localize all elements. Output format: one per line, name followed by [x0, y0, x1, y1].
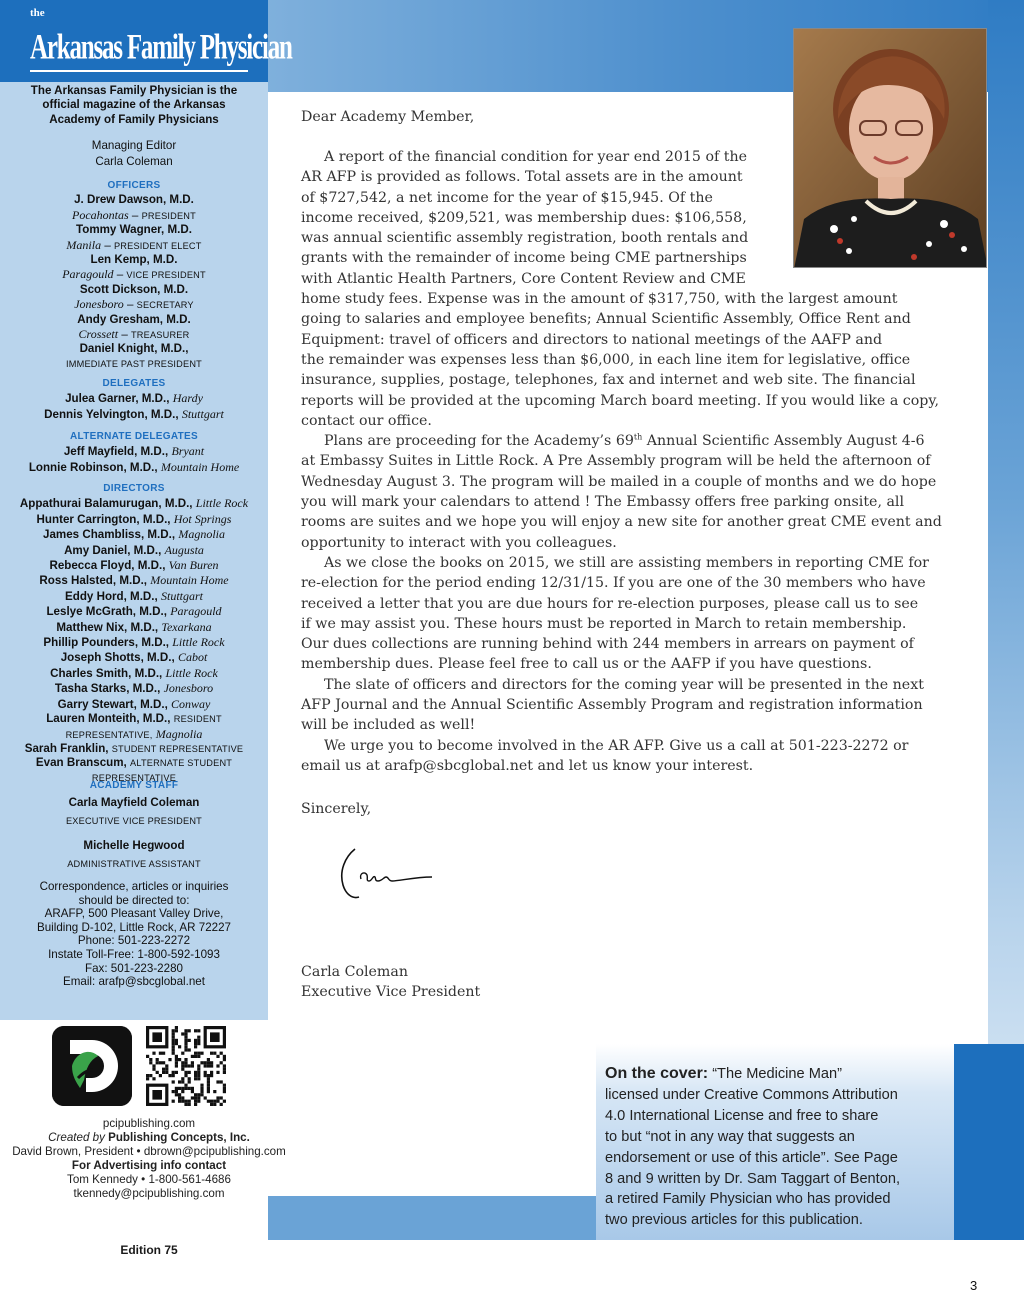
- delegates-heading: DELEGATES: [102, 378, 166, 389]
- delegates-section: [0, 377, 268, 422]
- cover-line: to but “not in any way that suggests an: [605, 1128, 855, 1145]
- paragraph-line: The slate of officers and directors for the coming year will be presented in the next: [324, 676, 924, 693]
- alternate-heading: ALTERNATE DELEGATES: [70, 431, 198, 442]
- ordinal-suffix: th: [633, 432, 643, 442]
- intro-line: The Arkansas Family Physician is the: [30, 84, 238, 97]
- contact-email[interactable]: Email: arafp@sbcglobal.net: [63, 975, 205, 989]
- publisher-info: [0, 1117, 298, 1201]
- delegate-name: Julea Garner, M.D.,: [65, 392, 170, 406]
- para2-text-b: Annual Scientific Assembly August 4-6: [642, 433, 925, 450]
- closing: Sincerely,: [301, 801, 372, 817]
- publisher-logo: [52, 1026, 132, 1106]
- director-name: Matthew Nix, M.D.,: [56, 620, 159, 634]
- contact-line: Building D-102, Little Rock, AR 72227: [37, 920, 231, 934]
- officer-role: SECRETARY: [136, 300, 194, 311]
- director-city: Magnolia: [178, 527, 225, 542]
- delegate-name: Dennis Yelvington, M.D.,: [44, 407, 179, 421]
- contact-line: should be directed to:: [78, 893, 190, 907]
- officer-city: Crossett: [78, 327, 119, 342]
- cover-description: [605, 1064, 955, 1231]
- paragraph-line: membership dues. Please feel free to call us or the AAFP if you have questions.: [301, 656, 872, 673]
- masthead: [0, 0, 292, 82]
- director-name: Phillip Pounders, M.D.,: [43, 636, 170, 650]
- officers-heading: OFFICERS: [107, 180, 161, 191]
- publisher-company: Publishing Concepts, Inc.: [108, 1131, 250, 1144]
- paragraph-line: insurance, supplies, postage, telephones, fax and internet and web site. The financial: [301, 372, 916, 389]
- paragraph-line: of $727,542, a net income for the year of $15,945. Of the: [301, 189, 713, 206]
- director-name: Appathurai Balamurugan, M.D.,: [19, 497, 193, 511]
- delegate-city: Stuttgart: [181, 406, 224, 421]
- staff-heading: ACADEMY STAFF: [89, 780, 179, 791]
- paragraph-line: Wednesday August 3. The program will be mailed in a couple of months and we do hope: [301, 473, 937, 490]
- masthead-the: the: [30, 7, 45, 19]
- officer-city: Jonesboro: [74, 297, 124, 312]
- director-city: Jonesboro: [163, 681, 214, 696]
- officer-name: Scott Dickson, M.D.: [79, 282, 189, 296]
- signature-image: [333, 843, 433, 909]
- paragraph-line: received a letter that you are due hours for re-election purposes, please call us to see: [301, 595, 919, 612]
- director-name: Eddy Hord, M.D.,: [65, 589, 158, 603]
- contact-line: Correspondence, articles or inquiries: [39, 880, 229, 893]
- director-city: Augusta: [164, 542, 204, 557]
- contact-line: ARAFP, 500 Pleasant Valley Drive,: [44, 907, 224, 921]
- paragraph-line: with Atlantic Health Partners, Core Content Review and CME: [301, 270, 746, 287]
- paragraph-line: reports will be provided at the upcoming March board meeting. If you would like a copy,: [301, 392, 940, 409]
- alternate-city: Mountain Home: [160, 459, 240, 474]
- paragraph-line: A report of the financial condition for year end 2015 of the: [324, 149, 747, 165]
- cover-line: a retired Family Physician who has provided: [605, 1191, 891, 1208]
- letter-body: [301, 147, 971, 776]
- paragraph-line: re-election for the period ending 12/31/15. If you are one of the 30 members who have: [301, 575, 926, 592]
- paragraph-line: rooms are suites and we hope you will enjoy a new site for another great CME event and: [301, 514, 942, 531]
- paragraph-line: grants with the remainder of income being CME partnerships: [301, 250, 747, 267]
- cover-title: “The Medicine Man”: [708, 1066, 842, 1082]
- director-name: Rebecca Floyd, M.D.,: [49, 559, 166, 573]
- director-name: James Chambliss, M.D.,: [43, 528, 176, 542]
- officer-role: TREASURER: [130, 330, 190, 341]
- resident-name: Lauren Monteith, M.D.,: [46, 712, 171, 726]
- staff-role: EXECUTIVE VICE PRESIDENT: [65, 815, 202, 826]
- paragraph-line: the remainder was expenses less than $6,000, in each line item for legislative, office: [301, 351, 911, 368]
- officer-role: VICE PRESIDENT: [126, 270, 206, 281]
- director-city: Hot Springs: [173, 511, 232, 526]
- paragraph-line: Equipment: travel of officers and directors to national meetings of the AAFP and: [301, 331, 883, 348]
- officer-city: Paragould: [62, 267, 114, 282]
- paragraph-line: As we close the books on 2015, we still are assisting members in reporting CME for: [324, 554, 929, 571]
- director-city: Conway: [171, 696, 211, 711]
- qr-code[interactable]: [146, 1026, 226, 1106]
- managing-name: Carla Coleman: [95, 155, 173, 169]
- cover-line: endorsement or use of this article”. See Page: [605, 1149, 898, 1166]
- officer-city: Pocahontas: [72, 207, 129, 222]
- letter-salutation: [301, 107, 971, 127]
- officer-name: Len Kemp, M.D.: [90, 253, 178, 267]
- alt-student-name: Evan Branscum,: [35, 756, 127, 770]
- officer-city: Manila: [66, 237, 102, 252]
- para2-text-a: Plans are proceeding for the Academy’s 69: [324, 433, 634, 450]
- contact-line: Instate Toll-Free: 1-800-592-1093: [48, 947, 220, 961]
- cover-strip: [954, 1044, 1024, 1240]
- director-name: Amy Daniel, M.D.,: [64, 543, 162, 557]
- paragraph-line: going to salaries and employee benefits; Annual Scientific Assembly, Office Rent and: [301, 311, 911, 328]
- cover-line: two previous articles for this publication.: [605, 1212, 863, 1229]
- paragraph-line: if we may assist you. These hours must be reported in March to retain membership.: [301, 615, 907, 632]
- managing-editor: [0, 139, 268, 170]
- alt-student-role-2: REPRESENTATIVE: [91, 772, 177, 783]
- director-city: Texarkana: [161, 619, 212, 634]
- resident-role: RESIDENT: [173, 714, 222, 725]
- letter-closing: [301, 799, 971, 819]
- paragraph-line: contact our office.: [301, 412, 432, 429]
- staff-section: [0, 779, 268, 871]
- alternate-city: Bryant: [171, 444, 205, 459]
- officer-role: PRESIDENT: [141, 210, 196, 221]
- intro-line: official magazine of the Arkansas: [42, 98, 226, 112]
- director-city: Cabot: [177, 650, 208, 665]
- alternate-delegates-section: [0, 430, 268, 475]
- advertising-email[interactable]: tkennedy@pcipublishing.com: [73, 1187, 225, 1200]
- paragraph-line: income received, $209,521, was membership dues: $106,558,: [301, 209, 747, 226]
- director-city: Van Buren: [168, 558, 219, 573]
- contact-block: [0, 880, 268, 989]
- paragraph-line: AR AFP is provided as follows. Total assets are in the amount: [301, 169, 743, 186]
- officer-name: Andy Gresham, M.D.: [77, 312, 191, 326]
- director-city: Paragould: [170, 604, 222, 619]
- paragraph-line: home study fees. Expense was in the amount of $317,750, with the largest amount: [301, 291, 898, 308]
- paragraph-line: at Embassy Suites in Little Rock. A Pre Assembly program will be held the afternoon of: [301, 453, 931, 470]
- officers-section: OFFICERS J. Drew Dawson, M.D. Pocahontas – PRESIDENT Tommy Wagner, M.D. Manila – PRESIDENT ELECT Len Kemp, M.D. Paragould – VICE PRESIDENT Scott Dickson, M.D. Jonesboro – SECRETARY Andy Gresham, M.D. Crossett – TREASURER Daniel Knight, M.D., IMMEDIATE PAST PRESIDENT: [0, 179, 268, 371]
- edition-label: Edition 75: [120, 1243, 178, 1257]
- paragraph-line: you will mark your calendars to attend ! The Embassy offers free parking onsite, all: [301, 494, 904, 511]
- staff-name: Carla Mayfield Coleman: [68, 796, 200, 810]
- paragraph-line: AFP Journal and the Annual Scientific Assembly Program and registration information: [301, 697, 923, 714]
- director-name: Hunter Carrington, M.D.,: [36, 512, 171, 526]
- officer-role: PRESIDENT ELECT: [113, 240, 202, 251]
- director-name: Joseph Shotts, M.D.,: [60, 651, 175, 665]
- cover-line: 8 and 9 written by Dr. Sam Taggart of Benton,: [605, 1170, 901, 1187]
- letter-signer: [301, 962, 971, 1003]
- masthead-title: Arkansas Family Physician: [30, 28, 292, 68]
- officer-name: Tommy Wagner, M.D.: [76, 223, 192, 237]
- contact-line: Fax: 501-223-2280: [85, 961, 183, 975]
- resident-role-2: REPRESENTATIVE,: [65, 729, 153, 740]
- past-president-name: Daniel Knight, M.D.,: [79, 342, 189, 356]
- contact-line: Phone: 501-223-2272: [77, 934, 191, 948]
- signer-title: Executive Vice President: [301, 984, 481, 1001]
- paragraph-line: We urge you to become involved in the AR AFP. Give us a call at 501-223-2272 or: [324, 737, 909, 754]
- director-city: Stuttgart: [160, 588, 203, 603]
- director-name: Ross Halsted, M.D.,: [39, 574, 148, 588]
- staff-name: Michelle Hegwood: [83, 839, 185, 853]
- bottom-bar: [268, 1196, 596, 1240]
- paragraph-line: will be included as well!: [301, 717, 476, 734]
- publisher-site[interactable]: pcipublishing.com: [102, 1117, 196, 1130]
- intro-line: Academy of Family Physicians: [49, 112, 219, 126]
- masthead-rule: [30, 70, 248, 72]
- paragraph-line: [301, 431, 971, 451]
- advertising-label: For Advertising info contact: [71, 1159, 227, 1172]
- staff-role: ADMINISTRATIVE ASSISTANT: [67, 858, 201, 869]
- director-name: Garry Stewart, M.D.,: [57, 697, 168, 711]
- director-name: Leslye McGrath, M.D.,: [46, 605, 167, 619]
- directors-heading: DIRECTORS: [103, 483, 165, 494]
- past-president-role: IMMEDIATE PAST PRESIDENT: [66, 358, 202, 369]
- directors-section: [0, 482, 268, 785]
- director-city: Mountain Home: [150, 573, 229, 588]
- cover-line: licensed under Creative Commons Attribution: [605, 1086, 898, 1103]
- director-name: Tasha Starks, M.D.,: [54, 682, 161, 696]
- managing-label: Managing Editor: [91, 139, 177, 152]
- student-name: Sarah Franklin,: [24, 741, 109, 755]
- paragraph-line: opportunity to interact with you colleagues.: [301, 534, 617, 551]
- alt-student-role: ALTERNATE STUDENT: [130, 758, 233, 769]
- delegate-city: Hardy: [172, 391, 203, 406]
- director-city: Little Rock: [172, 635, 225, 650]
- cover-heading: On the cover:: [605, 1065, 709, 1082]
- paragraph-line: was annual scientific assembly registration, booth rentals and: [301, 230, 749, 247]
- student-role: STUDENT REPRESENTATIVE: [111, 743, 244, 754]
- director-city: Little Rock: [195, 496, 249, 511]
- resident-city: Magnolia: [155, 726, 203, 741]
- director-city: Little Rock: [165, 665, 218, 680]
- publisher-president: David Brown, President • dbrown@pcipublishing.com: [12, 1145, 286, 1158]
- created-by-label: Created by: [48, 1131, 105, 1144]
- paragraph-line: email us at arafp@sbcglobal.net and let us know your interest.: [301, 757, 754, 774]
- paragraph-line: Our dues collections are running behind with 244 members in arrears on payment of: [301, 636, 914, 653]
- cover-line: 4.0 International License and free to share: [605, 1107, 879, 1124]
- sidebar-intro: [0, 84, 268, 127]
- signer-name: Carla Coleman: [301, 964, 408, 980]
- page-number: 3: [970, 1278, 978, 1293]
- officer-name: J. Drew Dawson, M.D.: [74, 193, 194, 207]
- salutation: Dear Academy Member,: [301, 109, 475, 125]
- alternate-name: Jeff Mayfield, M.D.,: [63, 445, 169, 459]
- advertising-contact: Tom Kennedy • 1-800-561-4686: [67, 1173, 231, 1186]
- director-name: Charles Smith, M.D.,: [50, 666, 163, 680]
- alternate-name: Lonnie Robinson, M.D.,: [28, 460, 158, 474]
